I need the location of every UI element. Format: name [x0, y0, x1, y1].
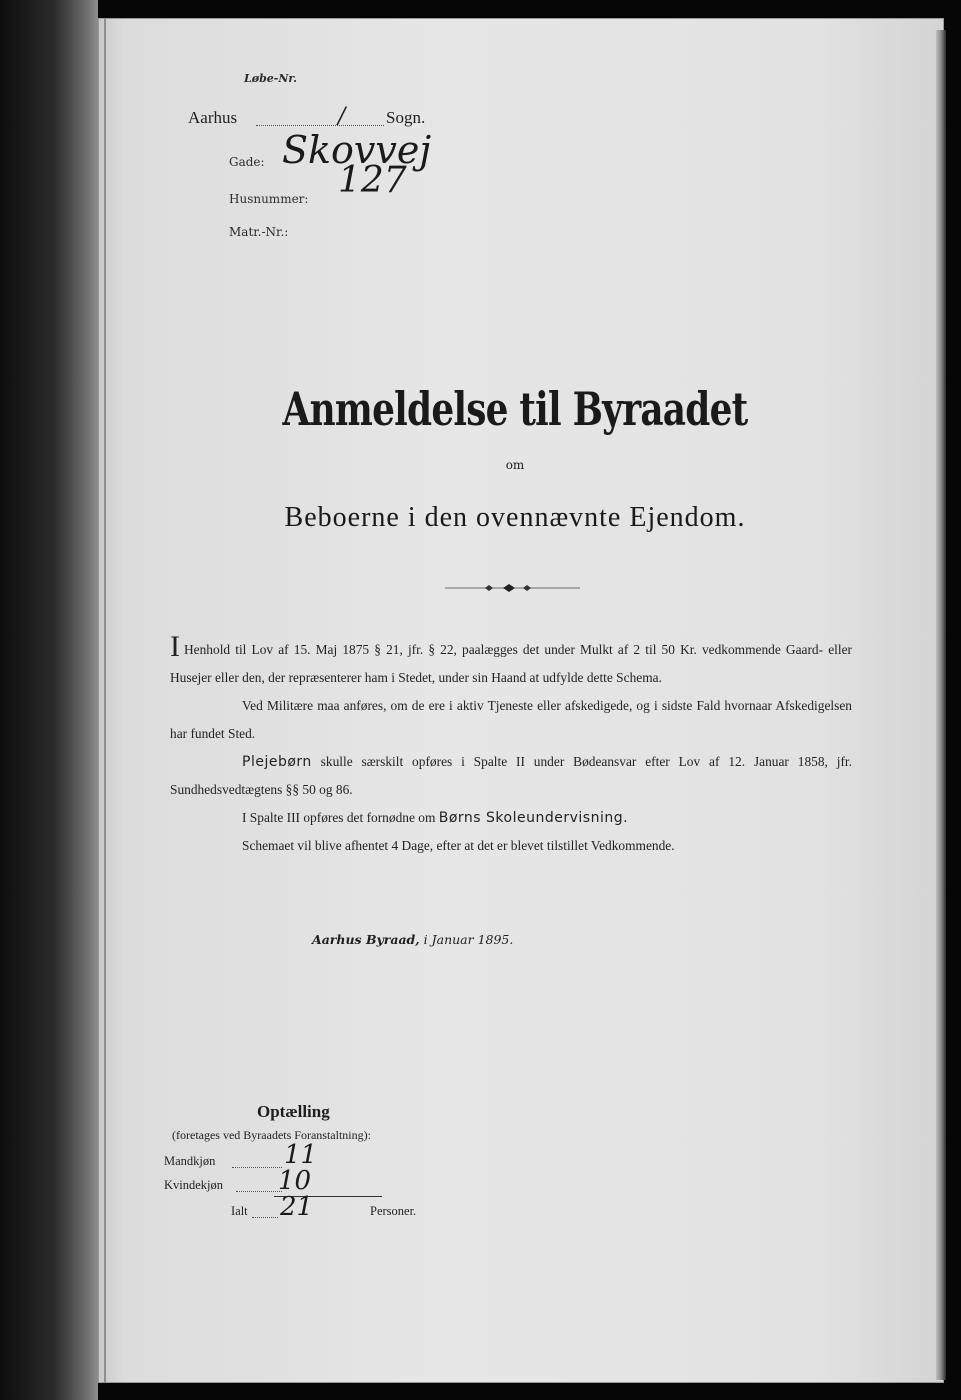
scan-left-margin	[0, 0, 98, 1400]
instructions-text	[170, 630, 852, 860]
paragraph-schemaet: Schemaet vil blive afhentet 4 Dage, efter at det er blevet tilstillet Vedkommende.	[242, 838, 675, 853]
male-count-value: 11	[284, 1140, 318, 1170]
sogn-label: Sogn.	[386, 108, 426, 127]
paragraph-militaere: Ved Militære maa anføres, om de ere i aktiv Tjeneste eller afskedigede, og i sidste Fald hvornaar Afskedigelsen har fundet Sted.	[170, 698, 852, 741]
plejeboern-text: skulle særskilt opføres i Spalte II under Bødeansvar efter Lov af 12. Januar 1858, jfr. Sundhedsvedtægtens §§ 50 og 86.	[170, 754, 852, 797]
city-label: Aarhus	[188, 108, 238, 127]
husnummer-label: Husnummer:	[229, 192, 309, 206]
ornament-divider-icon	[445, 582, 580, 594]
skoleundervisning-emphasis: Børns Skoleundervisning.	[438, 810, 629, 826]
signature-place: Aarhus Byraad,	[312, 932, 420, 947]
sogn-handwritten-value: /	[338, 104, 346, 129]
male-dotted-line	[232, 1167, 282, 1168]
female-count-label: Kvindekjøn	[164, 1178, 224, 1192]
paragraph-spalte-iii	[170, 804, 852, 832]
female-count-value: 10	[278, 1166, 312, 1196]
husnummer-handwritten-value: 127	[338, 160, 407, 201]
signature-date: i Januar 1895.	[423, 932, 514, 947]
title-connector: om	[505, 458, 525, 472]
persons-label: Personer.	[370, 1204, 417, 1218]
gade-handwritten-value: Skovvej	[282, 128, 432, 172]
matr-nr-label: Matr.-Nr.:	[229, 225, 289, 239]
female-dotted-line	[236, 1191, 282, 1192]
document-title: Anmeldelse til Byraadet	[282, 382, 748, 436]
gade-label: Gade:	[229, 155, 265, 169]
plejeboern-emphasis: Plejebørn	[242, 754, 312, 770]
page-right-edge	[936, 30, 946, 1380]
male-count-label: Mandkjøn	[164, 1154, 216, 1168]
paragraph-lov	[170, 630, 852, 692]
paragraph-lov-text: Henhold til Lov af 15. Maj 1875 § 21, jfr. § 22, paalægges det under Mulkt af 2 til 50 Kr. vedkommende Gaard- eller Husejer eller den, der repræsenterer ham i Stedet, under sin Haand at udfylde dette Schema.	[170, 642, 852, 685]
document-subtitle: Beboerne i den ovennævnte Ejendom.	[284, 502, 746, 533]
signature-line	[312, 932, 513, 947]
dropcap-letter: I	[170, 630, 180, 663]
loebe-nr-label: Løbe-Nr.	[244, 72, 297, 85]
spalte-iii-text: I Spalte III opføres det fornødne om	[242, 810, 436, 825]
total-count-label: Ialt	[231, 1204, 248, 1218]
count-subtitle: (foretages ved Byraadets Foranstaltning):	[172, 1128, 371, 1142]
count-title: Optælling	[257, 1102, 330, 1121]
total-count-value: 21	[280, 1192, 314, 1222]
total-dotted-line	[252, 1217, 278, 1218]
paragraph-plejeboern	[170, 748, 852, 804]
sogn-dotted-line	[256, 124, 384, 126]
page-binding-edge	[104, 18, 106, 1383]
